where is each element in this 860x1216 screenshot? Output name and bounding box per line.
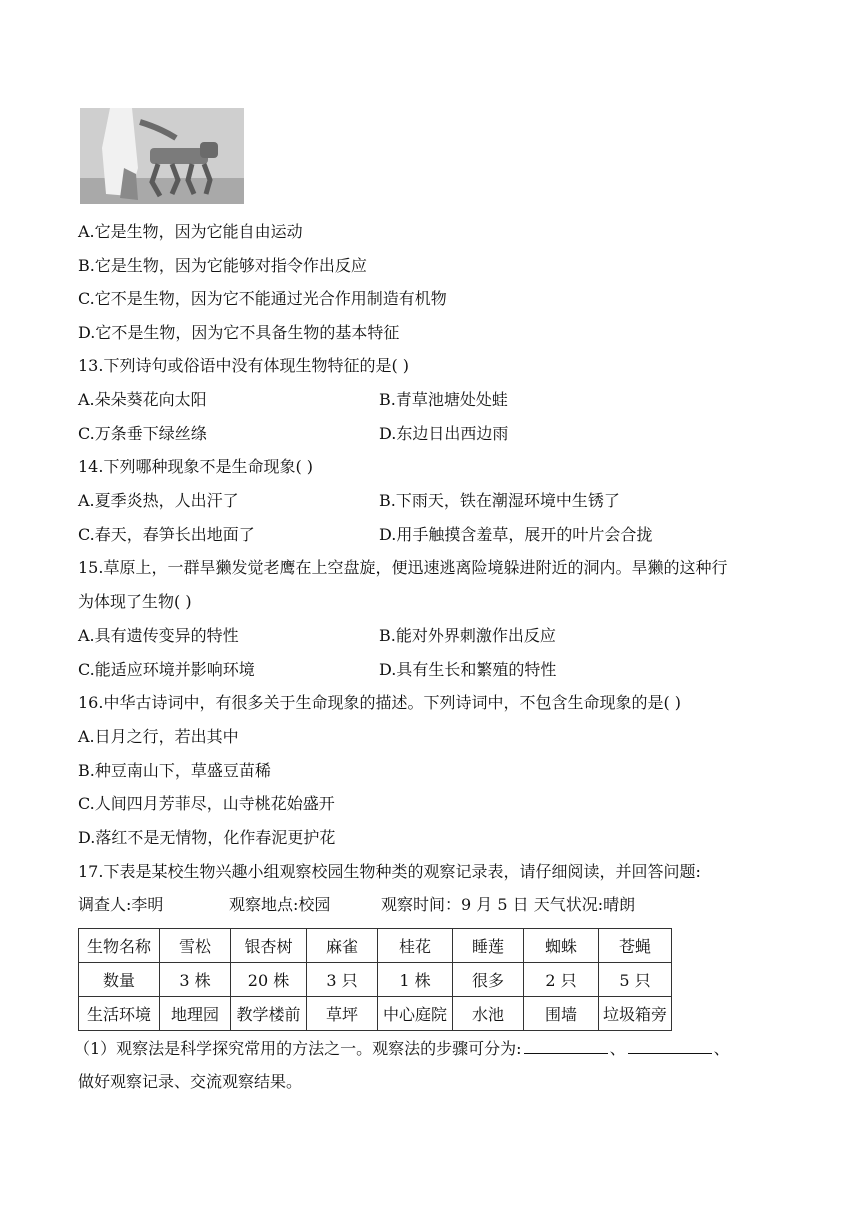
q16-stem: 16.中华古诗词中，有很多关于生命现象的描述。下列诗词中，不包含生命现象的是( ) [78,693,682,712]
q16-option-d: D.落红不是无情物，化作春泥更护花 [78,828,336,847]
q13-option-a: A.朵朵葵花向太阳 [78,390,207,409]
q13-stem: 13.下列诗句或俗语中没有体现生物特征的是( ) [78,356,410,375]
table-cell: 中心庭院 [378,997,453,1031]
table-cell: 水池 [453,997,524,1031]
q17-sub1-continued: 做好观察记录、交流观察结果。 [78,1072,303,1091]
q15-stem-line2: 为体现了生物( ) [78,592,192,611]
robot-dog-photo [80,108,244,204]
table-cell: 数量 [79,963,160,997]
table-row [79,929,672,963]
table-cell: 生物名称 [79,929,160,963]
q17-location: 观察地点:校园 [229,895,331,914]
table-cell: 草坪 [307,997,378,1031]
table-cell: 雪松 [160,929,231,963]
q13-option-d: D.东边日出西边雨 [379,424,509,443]
q14-stem: 14.下列哪种现象不是生命现象( ) [78,457,314,476]
q15-option-a: A.具有遗传变异的特性 [78,626,239,645]
observation-table [78,928,672,1031]
q17-sub1-separator-2: 、 [713,1039,730,1058]
q15-option-c: C.能适应环境并影响环境 [78,660,255,679]
table-cell: 3 只 [307,963,378,997]
table-cell: 5 只 [599,963,672,997]
table-cell: 桂花 [378,929,453,963]
q13-option-b: B.青草池塘处处蛙 [379,390,508,409]
q17-investigator: 调查人:李明 [78,895,164,914]
q17-stem: 17.下表是某校生物兴趣小组观察校园生物种类的观察记录表，请仔细阅读，并回答问题: [78,862,701,881]
table-cell: 20 株 [231,963,307,997]
table-cell: 2 只 [524,963,599,997]
q16-option-c: C.人间四月芳菲尽，山寺桃花始盛开 [78,794,335,813]
table-cell: 睡莲 [453,929,524,963]
table-cell: 蜘蛛 [524,929,599,963]
table-row [79,997,672,1031]
q15-stem-line1: 15.草原上，一群旱獭发觉老鹰在上空盘旋，便迅速逃离险境躲进附近的洞内。旱獭的这种行 [78,558,728,577]
q12-option-c: C.它不是生物，因为它不能通过光合作用制造有机物 [78,289,447,308]
table-cell: 很多 [453,963,524,997]
table-cell: 1 株 [378,963,453,997]
q13-option-c: C.万条垂下绿丝绦 [78,424,207,443]
q12-option-b: B.它是生物，因为它能够对指令作出反应 [78,256,367,275]
q17-sub1 [74,1037,730,1059]
answer-blank-2[interactable] [628,1037,712,1054]
q15-option-b: B.能对外界刺激作出反应 [379,626,556,645]
table-cell: 教学楼前 [231,997,307,1031]
table-cell: 银杏树 [231,929,307,963]
table-cell: 地理园 [160,997,231,1031]
q14-option-d: D.用手触摸含羞草，展开的叶片会合拢 [379,525,653,544]
q16-option-a: A.日月之行，若出其中 [78,727,239,746]
q12-option-a: A.它是生物，因为它能自由运动 [78,222,303,241]
q14-option-a: A.夏季炎热，人出汗了 [78,491,239,510]
answer-blank-1[interactable] [524,1037,608,1054]
table-cell: 麻雀 [307,929,378,963]
table-cell: 生活环境 [79,997,160,1031]
q16-option-b: B.种豆南山下，草盛豆苗稀 [78,761,271,780]
q14-option-c: C.春天，春笋长出地面了 [78,525,255,544]
table-cell: 围墙 [524,997,599,1031]
table-cell: 3 株 [160,963,231,997]
q15-option-d: D.具有生长和繁殖的特性 [379,660,557,679]
q17-sub1-separator-1: 、 [609,1039,626,1058]
table-cell: 苍蝇 [599,929,672,963]
q14-option-b: B.下雨天，铁在潮湿环境中生锈了 [379,491,620,510]
q17-time-weather: 观察时间：9 月 5 日 天气状况:晴朗 [381,895,636,914]
table-cell: 垃圾箱旁 [599,997,672,1031]
table-row [79,963,672,997]
q12-option-d: D.它不是生物，因为它不具备生物的基本特征 [78,323,400,342]
q17-sub1-text: （1）观察法是科学探究常用的方法之一。观察法的步骤可分为: [74,1039,522,1058]
